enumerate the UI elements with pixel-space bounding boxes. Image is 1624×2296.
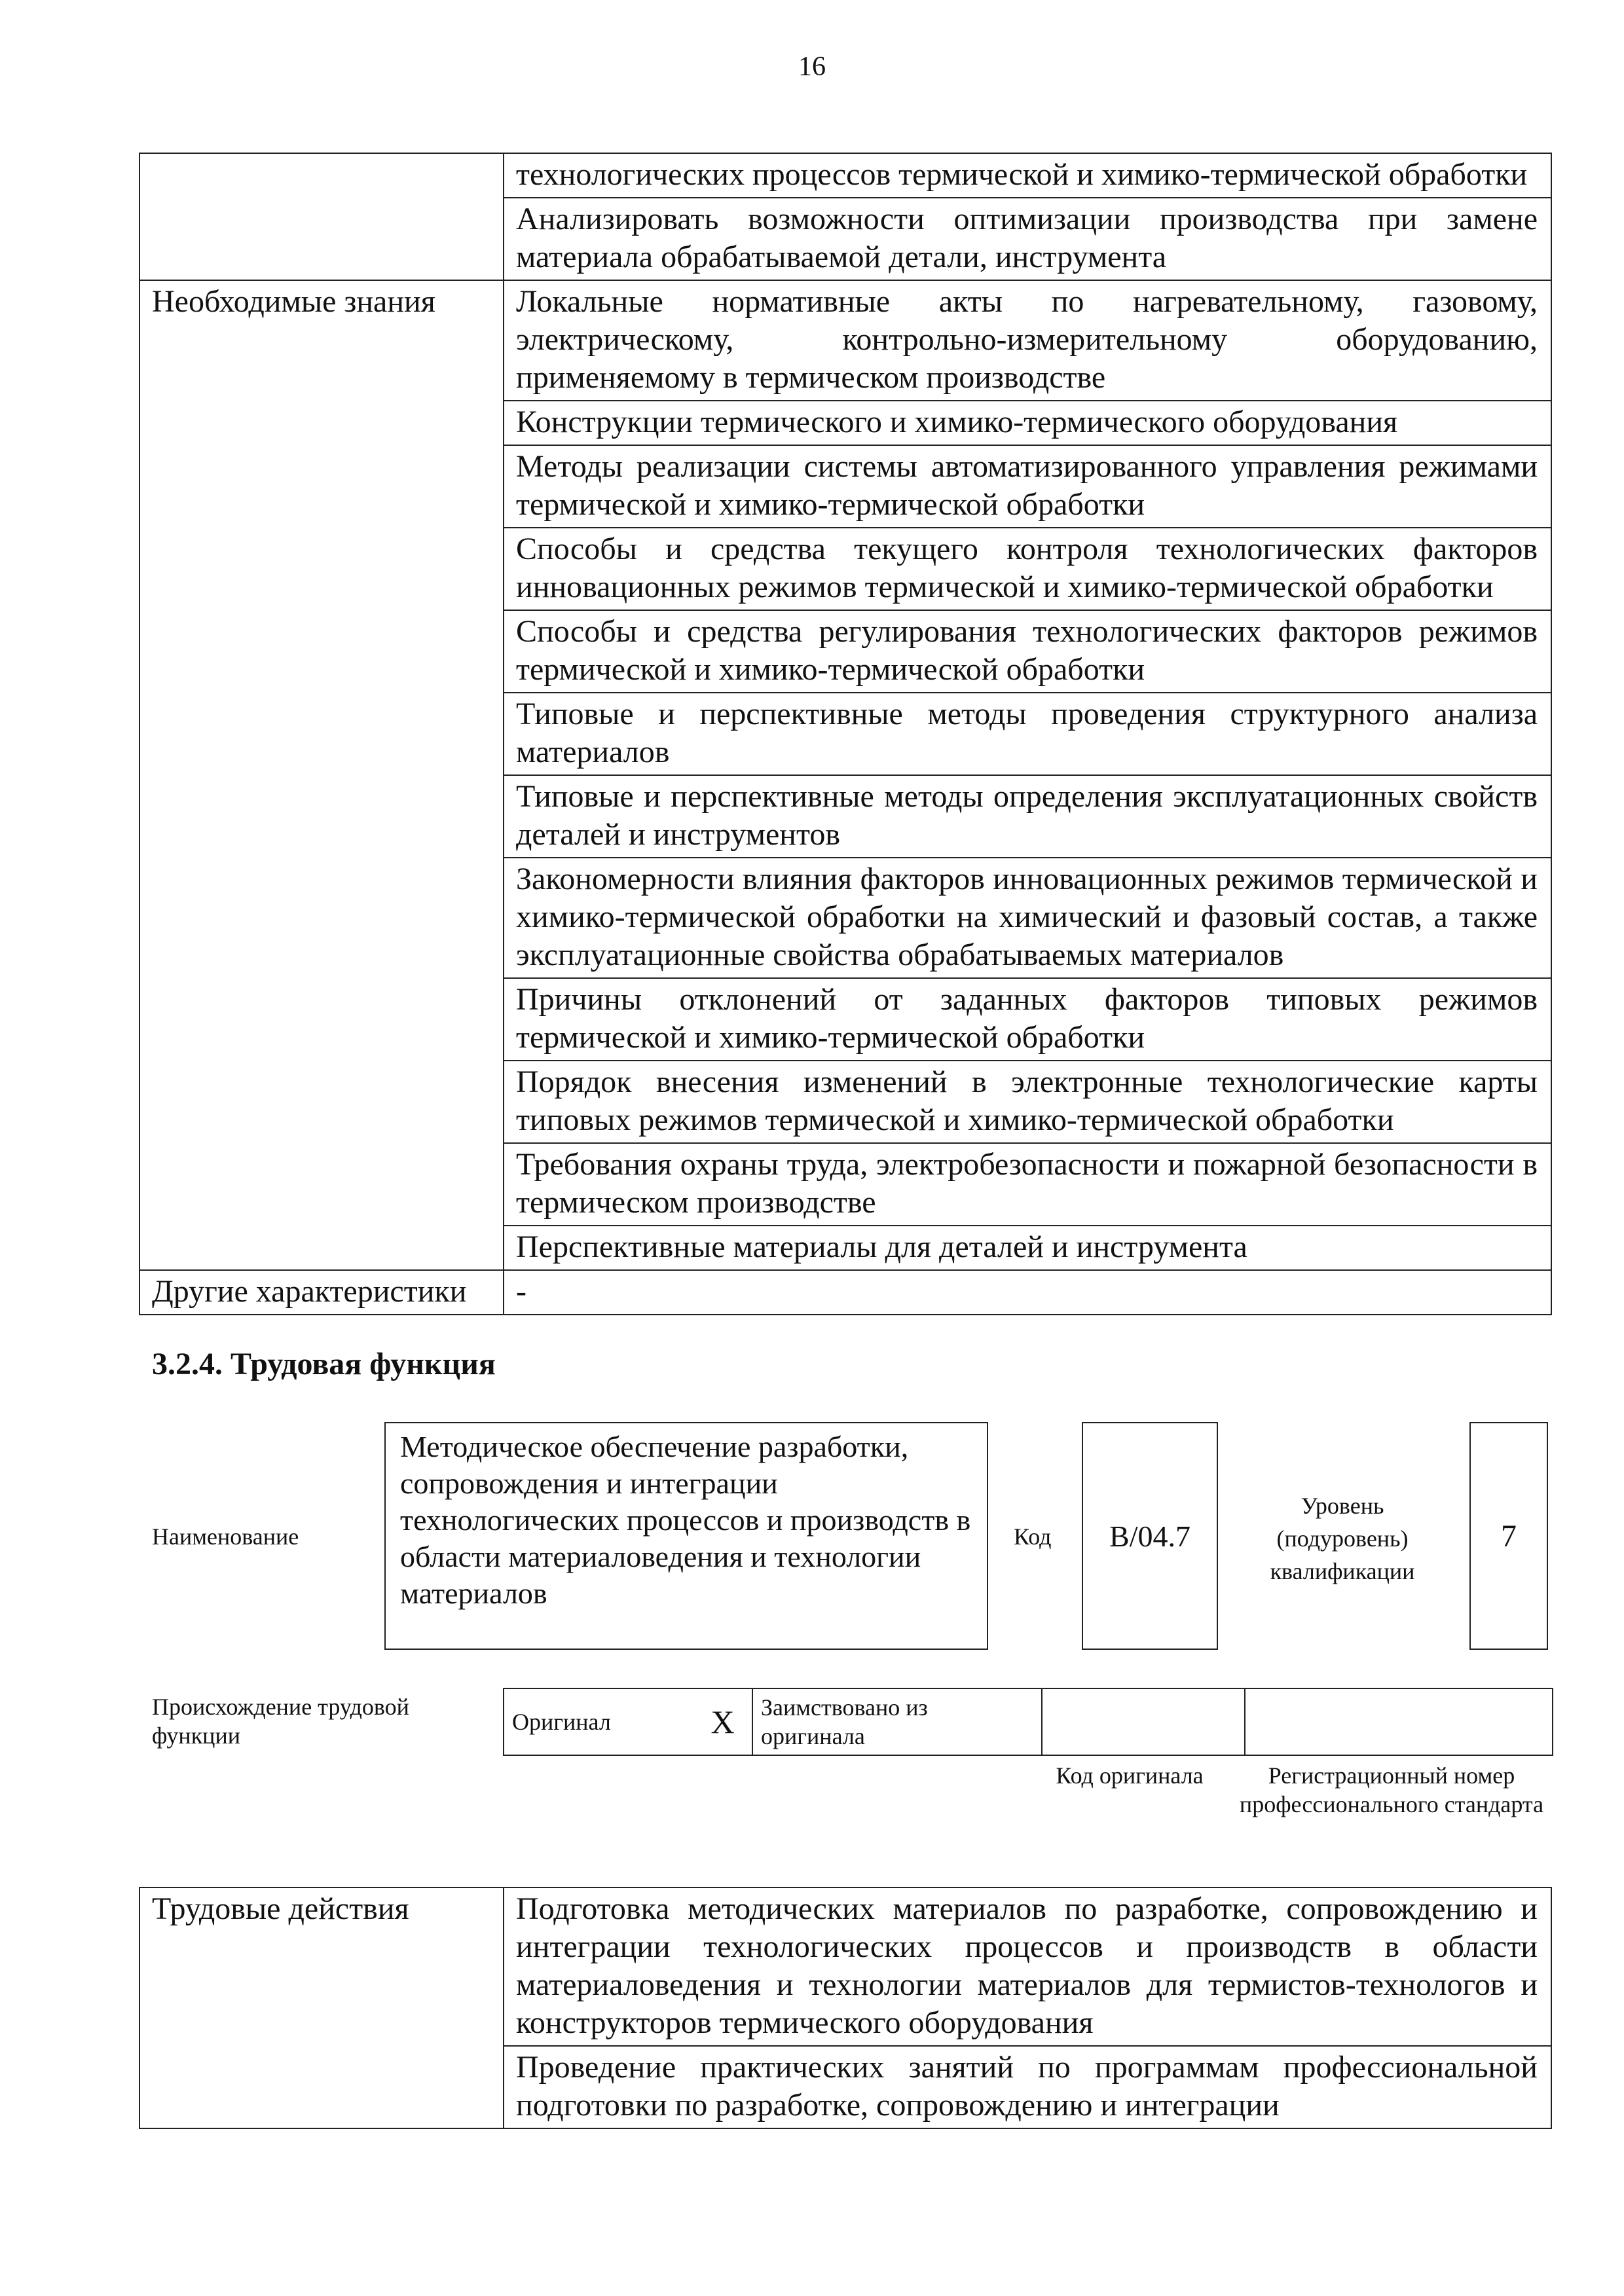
table-row <box>139 153 1551 198</box>
table-cell: Методы реализации системы автоматизированного управления режимами термической и химико-термической обработки <box>504 445 1551 528</box>
reg-number-cell <box>1245 1688 1553 1755</box>
origin-table <box>503 1688 1553 1756</box>
table-cell: Порядок внесения изменений в электронные технологические карты типовых режимов термической и химико-термической обработки <box>504 1061 1551 1143</box>
name-value: Методическое обеспечение разработки, сопровождения и интеграции технологических процессов и производств в области материаловедения и технологии материалов <box>384 1422 988 1650</box>
origin-label: Происхождение трудовой функции <box>152 1694 409 1749</box>
table-cell: Причины отклонений от заданных факторов типовых режимов термической и химико-термической обработки <box>504 978 1551 1061</box>
table-cell: Подготовка методических материалов по разработке, сопровождению и интеграции технологических процессов и производств в области материаловедения и технологии материалов для термистов-технологов и конструкторов термического оборудования <box>504 1887 1551 2046</box>
reg-number-label: Регистрационный номер профессионального стандарта <box>1239 1762 1544 1817</box>
code-original-cell <box>1042 1688 1245 1755</box>
empty-label-cell <box>139 153 504 280</box>
level-value: 7 <box>1469 1422 1548 1650</box>
level-label: Уровень (подуровень) квалификации <box>1270 1493 1415 1584</box>
section-heading: 3.2.4. Трудовая функция <box>152 1347 496 1381</box>
table-cell: Способы и средства текущего контроля технологических факторов инновационных режимов термической и химико-термической обработки <box>504 528 1551 610</box>
original-mark: X <box>693 1688 752 1755</box>
table-cell: Перспективные материалы для деталей и инструмента <box>504 1226 1551 1270</box>
other-label: Другие характеристики <box>139 1270 504 1315</box>
code-value: B/04.7 <box>1082 1422 1218 1650</box>
table-cell: Типовые и перспективные методы определения эксплуатационных свойств деталей и инструментов <box>504 775 1551 858</box>
borrowed-label: Заимствовано из оригинала <box>752 1688 1042 1755</box>
page-number: 16 <box>798 52 826 82</box>
table-cell: Закономерности влияния факторов инновационных режимов термической и химико-термической обработки на химический и фазовый состав, а также эксплуатационные свойства обрабатываемых материалов <box>504 858 1551 978</box>
code-original-label: Код оригинала <box>1056 1762 1204 1789</box>
knowledge-table <box>139 153 1552 1315</box>
knowledge-label: Необходимые знания <box>139 280 504 1270</box>
table-cell: Способы и средства регулирования технологических факторов режимов термической и химико-термической обработки <box>504 610 1551 693</box>
table-cell: Типовые и перспективные методы проведения структурного анализа материалов <box>504 693 1551 775</box>
name-label: Наименование <box>152 1523 299 1550</box>
table-cell: технологических процессов термической и химико-термической обработки <box>504 153 1551 198</box>
code-label: Код <box>1014 1523 1052 1550</box>
table-row <box>504 1688 1553 1755</box>
actions-label: Трудовые действия <box>139 1887 504 2128</box>
table-cell: Локальные нормативные акты по нагревательному, газовому, электрическому, контрольно-измерительному оборудованию, применяемому в термическом производстве <box>504 280 1551 401</box>
table-cell: Проведение практических занятий по программам профессиональной подготовки по разработке, сопровождению и интеграции <box>504 2046 1551 2128</box>
table-row <box>139 1887 1551 2046</box>
table-cell: Требования охраны труда, электробезопасности и пожарной безопасности в термическом производстве <box>504 1143 1551 1226</box>
table-cell: Конструкции термического и химико-термического оборудования <box>504 401 1551 445</box>
table-row <box>139 1270 1551 1315</box>
other-value: - <box>504 1270 1551 1315</box>
table-cell: Анализировать возможности оптимизации производства при замене материала обрабатываемой детали, инструмента <box>504 198 1551 280</box>
actions-table <box>139 1887 1552 2129</box>
table-row <box>139 280 1551 401</box>
original-label: Оригинал <box>504 1688 693 1755</box>
